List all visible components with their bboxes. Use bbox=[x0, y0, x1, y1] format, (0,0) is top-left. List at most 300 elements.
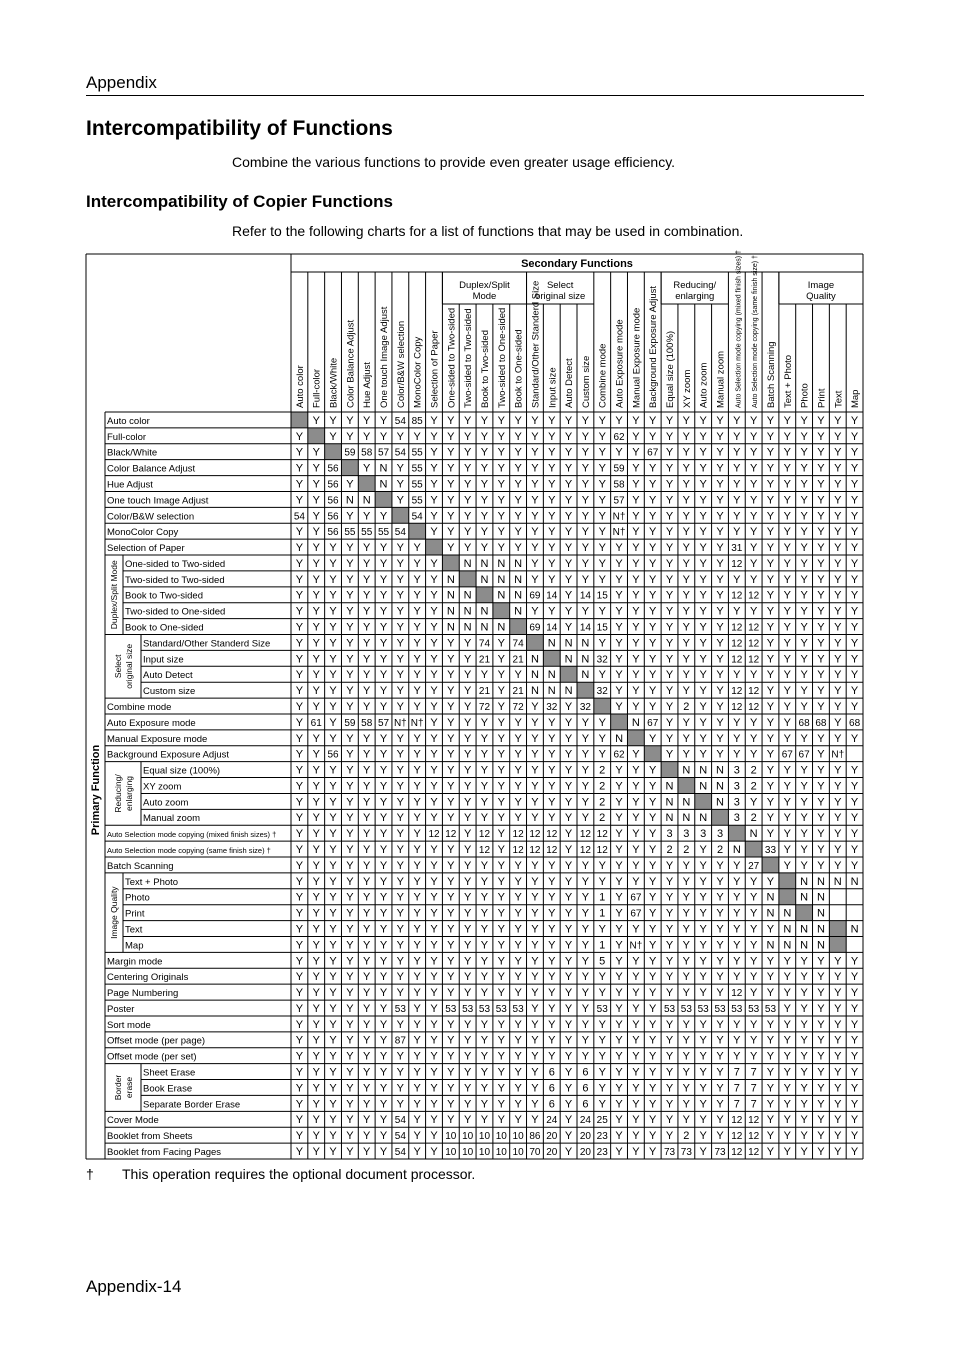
cell-value: Y bbox=[598, 875, 606, 888]
cell-value: Y bbox=[480, 796, 489, 809]
cell-value: 12 bbox=[445, 829, 457, 841]
cell-value: Y bbox=[817, 653, 825, 666]
cell-value: 87 bbox=[394, 1035, 406, 1047]
secondary-title: Secondary Functions bbox=[521, 258, 633, 270]
cell-value: 55 bbox=[377, 527, 390, 539]
cell-value: Y bbox=[834, 716, 842, 729]
cell-value: Y bbox=[396, 971, 405, 984]
cell-value: Y bbox=[329, 1146, 337, 1158]
cell-value: Y bbox=[514, 669, 522, 682]
shaded-cell bbox=[308, 428, 325, 444]
cell-value: Y bbox=[749, 446, 758, 459]
cell-value: Y bbox=[766, 700, 775, 713]
cell-value: Y bbox=[682, 1018, 691, 1031]
cell-value: Y bbox=[497, 1050, 505, 1063]
cell-value: Y bbox=[295, 621, 304, 634]
cell-value: Y bbox=[430, 446, 438, 459]
cell-value: Y bbox=[346, 844, 354, 857]
cell-value: Y bbox=[800, 526, 808, 539]
page-title: Intercompatibility of Functions bbox=[86, 117, 393, 140]
cell-value: 12 bbox=[731, 701, 743, 713]
cell-value: Y bbox=[699, 1130, 707, 1143]
row-label: Book to Two-sided bbox=[125, 590, 203, 602]
cell-value: Y bbox=[346, 1082, 354, 1095]
cell-value: N bbox=[497, 621, 506, 634]
cell-value: Y bbox=[682, 478, 691, 491]
cell-value: 2 bbox=[599, 812, 606, 825]
cell-value: Y bbox=[413, 637, 421, 650]
cell-value: Y bbox=[649, 1146, 657, 1158]
cell-value: Y bbox=[329, 955, 337, 968]
cell-value: Y bbox=[615, 907, 623, 920]
cell-value: Y bbox=[699, 1066, 707, 1079]
cell-value: Y bbox=[514, 875, 522, 888]
row-label: Standard/Other Standerd Size bbox=[143, 638, 271, 650]
cell-value: 21 bbox=[478, 686, 491, 698]
cell-value: Y bbox=[329, 828, 337, 841]
cell-value: Y bbox=[649, 700, 657, 713]
cell-value: Y bbox=[649, 875, 657, 888]
cell-value: Y bbox=[497, 1066, 505, 1079]
cell-value: Y bbox=[632, 557, 640, 570]
cell-value: Y bbox=[699, 557, 707, 570]
cell-value: Y bbox=[564, 907, 573, 920]
cell-value: Y bbox=[514, 716, 522, 729]
cell-value: Y bbox=[766, 875, 775, 888]
cell-value: Y bbox=[363, 573, 371, 586]
cell-value: Y bbox=[413, 939, 421, 952]
cell-value: Y bbox=[295, 828, 304, 841]
cell-value: Y bbox=[632, 526, 640, 539]
cell-value: 55 bbox=[361, 527, 373, 539]
column-header: Hue Adjust bbox=[362, 362, 374, 408]
cell-value: Y bbox=[699, 446, 707, 459]
cell-value: Y bbox=[699, 939, 707, 952]
cell-value: Y bbox=[295, 637, 304, 650]
cell-value: Y bbox=[682, 971, 691, 984]
cell-value: Y bbox=[379, 685, 388, 698]
cell-value: Y bbox=[346, 748, 354, 761]
cell-value: N bbox=[480, 573, 489, 586]
cell-value: Y bbox=[733, 859, 741, 872]
cell-value: Y bbox=[817, 780, 825, 793]
cell-value: Y bbox=[396, 923, 405, 936]
row-label: XY zoom bbox=[143, 781, 182, 793]
cell-value: 73 bbox=[663, 1147, 676, 1158]
cell-value: Y bbox=[312, 1034, 320, 1047]
cell-value: Y bbox=[800, 605, 808, 618]
cell-value: Y bbox=[497, 1082, 505, 1095]
cell-value: Y bbox=[363, 637, 371, 650]
cell-value: Y bbox=[598, 605, 606, 618]
cell-value: Y bbox=[834, 1114, 842, 1127]
cell-value: 12 bbox=[546, 829, 558, 841]
cell-value: Y bbox=[783, 494, 791, 507]
cell-value: Y bbox=[480, 716, 489, 729]
page-number: Appendix-14 bbox=[86, 1277, 182, 1296]
cell-value: Y bbox=[480, 462, 489, 475]
cell-value: 2 bbox=[599, 796, 606, 809]
cell-value: Y bbox=[363, 1114, 371, 1127]
cell-value: Y bbox=[463, 844, 472, 857]
row-label: Auto Detect bbox=[143, 670, 193, 682]
cell-value: Y bbox=[480, 1018, 489, 1031]
cell-value: 33 bbox=[764, 845, 777, 857]
row-label: Map bbox=[125, 940, 144, 952]
cell-value: Y bbox=[632, 875, 640, 888]
cell-value: Y bbox=[682, 494, 691, 507]
shaded-cell bbox=[392, 507, 409, 523]
cell-value: Y bbox=[699, 1146, 707, 1158]
cell-value: Y bbox=[312, 939, 320, 952]
cell-value: Y bbox=[312, 621, 320, 634]
intro-text: Combine the various functions to provide even greater usage efficiency. bbox=[232, 154, 676, 170]
cell-value: Y bbox=[665, 859, 674, 872]
cell-value: Y bbox=[632, 1130, 640, 1143]
cell-value: Y bbox=[531, 1082, 539, 1095]
cell-value: Y bbox=[430, 573, 438, 586]
cell-value: Y bbox=[783, 653, 791, 666]
cell-value: Y bbox=[817, 542, 825, 555]
cell-value: Y bbox=[463, 446, 472, 459]
cell-value: Y bbox=[463, 780, 472, 793]
cell-value: 6 bbox=[548, 1066, 555, 1079]
cell-value: Y bbox=[615, 589, 623, 602]
cell-value: Y bbox=[548, 557, 556, 570]
cell-value: Y bbox=[682, 716, 691, 729]
cell-value: Y bbox=[682, 891, 691, 904]
cell-value: 85 bbox=[411, 415, 423, 427]
cell-value: Y bbox=[564, 478, 573, 491]
cell-value: Y bbox=[396, 700, 405, 713]
cell-value: Y bbox=[295, 1082, 304, 1095]
cell-value: Y bbox=[749, 478, 758, 491]
cell-value: Y bbox=[413, 542, 421, 555]
cell-value: Y bbox=[531, 923, 539, 936]
cell-value: Y bbox=[329, 685, 337, 698]
cell-value: Y bbox=[682, 669, 691, 682]
column-header: Auto Selection mode copying (same finish size) † bbox=[752, 255, 760, 408]
section-intro: Refer to the following charts for a list of functions that may be used in combination. bbox=[232, 223, 744, 239]
cell-value: Y bbox=[581, 891, 590, 904]
cell-value: Y bbox=[346, 987, 354, 1000]
cell-value: Y bbox=[413, 812, 421, 825]
cell-value: Y bbox=[312, 446, 320, 459]
cell-value: Y bbox=[581, 732, 590, 745]
cell-value: 68 bbox=[849, 717, 861, 729]
cell-value: Y bbox=[363, 510, 371, 523]
cell-value: Y bbox=[379, 796, 388, 809]
cell-value: Y bbox=[716, 971, 724, 984]
cell-value: Y bbox=[396, 780, 405, 793]
cell-value: Y bbox=[817, 605, 825, 618]
cell-value: Y bbox=[514, 1034, 522, 1047]
cell-value: 53 bbox=[764, 1003, 777, 1015]
cell-value: Y bbox=[564, 1130, 573, 1143]
cell-value: Y bbox=[312, 923, 320, 936]
cell-value: Y bbox=[699, 716, 707, 729]
cell-value: Y bbox=[329, 907, 337, 920]
cell-value: Y bbox=[716, 557, 724, 570]
cell-value: Y bbox=[699, 907, 707, 920]
shaded-cell bbox=[712, 809, 729, 825]
cell-value: Y bbox=[615, 557, 623, 570]
cell-value: Y bbox=[413, 780, 421, 793]
cell-value: Y bbox=[564, 542, 573, 555]
cell-value: Y bbox=[447, 875, 455, 888]
cell-value: Y bbox=[531, 557, 539, 570]
cell-value: Y bbox=[430, 430, 438, 443]
cell-value: Y bbox=[447, 653, 455, 666]
cell-value: 57 bbox=[613, 495, 625, 507]
cell-value: Y bbox=[413, 907, 421, 920]
cell-value: Y bbox=[497, 939, 505, 952]
cell-value: Y bbox=[632, 812, 640, 825]
cell-value: Y bbox=[850, 1034, 859, 1047]
cell-value: 6 bbox=[582, 1098, 589, 1111]
cell-value: Y bbox=[749, 494, 758, 507]
cell-value: Y bbox=[312, 1066, 320, 1079]
cell-value: Y bbox=[514, 939, 522, 952]
cell-value: Y bbox=[329, 844, 337, 857]
cell-value: Y bbox=[649, 510, 657, 523]
cell-value: 10 bbox=[495, 1131, 507, 1143]
cell-value: Y bbox=[632, 1034, 640, 1047]
cell-value: N bbox=[766, 907, 775, 920]
cell-value: 10 bbox=[478, 1131, 491, 1143]
cell-value: Y bbox=[749, 557, 758, 570]
cell-value: Y bbox=[363, 669, 371, 682]
cell-value: Y bbox=[295, 780, 304, 793]
cell-value: Y bbox=[766, 987, 775, 1000]
cell-value: Y bbox=[295, 732, 304, 745]
cell-value: Y bbox=[699, 732, 707, 745]
cell-value: Y bbox=[581, 446, 590, 459]
row-label: Auto Exposure mode bbox=[107, 717, 196, 729]
cell-value: Y bbox=[430, 716, 438, 729]
cell-value: Y bbox=[430, 891, 438, 904]
cell-value: 3 bbox=[683, 828, 690, 841]
cell-value: Y bbox=[598, 971, 606, 984]
cell-value: Y bbox=[834, 1146, 842, 1158]
cell-value: Y bbox=[497, 875, 505, 888]
cell-value: Y bbox=[615, 446, 623, 459]
column-header: Auto Detect bbox=[564, 358, 576, 408]
cell-value: Y bbox=[329, 1050, 337, 1063]
cell-value: Y bbox=[346, 669, 354, 682]
cell-value: Y bbox=[699, 971, 707, 984]
cell-value: Y bbox=[817, 414, 825, 427]
cell-value: Y bbox=[800, 1002, 808, 1015]
cell-value: 56 bbox=[327, 511, 339, 523]
cell-value: Y bbox=[649, 844, 657, 857]
column-header: Black/White bbox=[328, 357, 340, 408]
cell-value: 10 bbox=[512, 1131, 524, 1143]
row-label: Booklet from Facing Pages bbox=[107, 1147, 222, 1158]
cell-value: Y bbox=[463, 1034, 472, 1047]
cell-value: Y bbox=[850, 510, 859, 523]
cell-value: Y bbox=[783, 573, 791, 586]
cell-value: Y bbox=[329, 557, 337, 570]
cell-value: Y bbox=[396, 542, 405, 555]
cell-value: Y bbox=[564, 573, 573, 586]
cell-value: Y bbox=[682, 1114, 691, 1127]
cell-value: Y bbox=[548, 430, 556, 443]
column-header: One touch Image Adjust bbox=[379, 306, 391, 408]
cell-value: Y bbox=[766, 669, 775, 682]
cell-value: Y bbox=[783, 1002, 791, 1015]
cell-value: Y bbox=[463, 764, 472, 777]
cell-value: Y bbox=[632, 653, 640, 666]
cell-value: Y bbox=[850, 573, 859, 586]
cell-value: Y bbox=[649, 923, 657, 936]
cell-value: Y bbox=[850, 526, 859, 539]
cell-value: Y bbox=[447, 669, 455, 682]
cell-value: Y bbox=[817, 462, 825, 475]
cell-value: Y bbox=[783, 430, 791, 443]
cell-value: Y bbox=[363, 621, 371, 634]
cell-value: Y bbox=[783, 1050, 791, 1063]
cell-value: Y bbox=[733, 414, 741, 427]
cell-value: 5 bbox=[599, 955, 606, 968]
cell-value: Y bbox=[329, 1002, 337, 1015]
cell-value: Y bbox=[430, 1002, 438, 1015]
cell-value: 20 bbox=[546, 1131, 558, 1143]
cell-value: N bbox=[497, 573, 506, 586]
cell-value: Y bbox=[312, 669, 320, 682]
cell-value: Y bbox=[396, 1098, 405, 1111]
cell-value: 3 bbox=[700, 828, 707, 841]
cell-value: Y bbox=[834, 637, 842, 650]
cell-value: Y bbox=[800, 1034, 808, 1047]
row-label: Manual Exposure mode bbox=[107, 733, 208, 745]
cell-value: Y bbox=[312, 1082, 320, 1095]
cell-value: Y bbox=[312, 891, 320, 904]
cell-value: 21 bbox=[478, 654, 491, 666]
cell-value: Y bbox=[379, 653, 388, 666]
cell-value: Y bbox=[800, 971, 808, 984]
cell-value: N bbox=[362, 494, 371, 507]
cell-value: Y bbox=[564, 955, 573, 968]
cell-value: Y bbox=[665, 621, 674, 634]
cell-value: 2 bbox=[750, 780, 757, 793]
cell-value: Y bbox=[379, 971, 388, 984]
cell-value: Y bbox=[396, 462, 405, 475]
cell-value: 67 bbox=[647, 447, 659, 459]
cell-value: N bbox=[800, 923, 809, 936]
cell-value: Y bbox=[800, 589, 808, 602]
cell-value: Y bbox=[430, 987, 438, 1000]
cell-value: 54 bbox=[394, 1131, 406, 1143]
cell-value: Y bbox=[480, 780, 489, 793]
cell-value: Y bbox=[379, 414, 388, 427]
cell-value: 12 bbox=[428, 829, 440, 841]
cell-value: Y bbox=[295, 1114, 304, 1127]
row-label: Book Erase bbox=[143, 1083, 193, 1095]
cell-value: Y bbox=[649, 494, 657, 507]
cell-value: Y bbox=[699, 1018, 707, 1031]
cell-value: Y bbox=[665, 685, 674, 698]
cell-value: Y bbox=[716, 653, 724, 666]
cell-value: Y bbox=[850, 621, 859, 634]
cell-value: Y bbox=[396, 748, 405, 761]
cell-value: 7 bbox=[750, 1098, 757, 1111]
cell-value: Y bbox=[598, 1098, 606, 1111]
cell-value: Y bbox=[295, 685, 304, 698]
cell-value: Y bbox=[514, 478, 522, 491]
cell-value: Y bbox=[699, 1114, 707, 1127]
cell-value: Y bbox=[716, 573, 724, 586]
cell-value: Y bbox=[379, 1146, 388, 1158]
cell-value: Y bbox=[295, 557, 304, 570]
cell-value: Y bbox=[447, 414, 455, 427]
cell-value: Y bbox=[514, 971, 522, 984]
cell-value: Y bbox=[531, 732, 539, 745]
cell-value: Y bbox=[447, 542, 455, 555]
cell-value: Y bbox=[379, 1018, 388, 1031]
cell-value: 32 bbox=[579, 701, 591, 713]
cell-value: Y bbox=[800, 462, 808, 475]
cell-value: 12 bbox=[731, 558, 743, 570]
cell-value: Y bbox=[699, 605, 707, 618]
cell-value: Y bbox=[430, 1130, 438, 1143]
cell-value: Y bbox=[329, 414, 337, 427]
cell-value: Y bbox=[463, 542, 472, 555]
cell-value: Y bbox=[430, 1018, 438, 1031]
cell-value: Y bbox=[463, 828, 472, 841]
cell-value: Y bbox=[548, 605, 556, 618]
cell-value: Y bbox=[531, 891, 539, 904]
cell-value: Y bbox=[430, 605, 438, 618]
cell-value: Y bbox=[396, 637, 405, 650]
cell-value: Y bbox=[850, 1082, 859, 1095]
cell-value: Y bbox=[497, 414, 505, 427]
cell-value: 86 bbox=[529, 1131, 541, 1143]
cell-value: Y bbox=[447, 1114, 455, 1127]
cell-value: Y bbox=[850, 557, 859, 570]
cell-value: Y bbox=[581, 1018, 590, 1031]
cell-value: Y bbox=[346, 621, 354, 634]
cell-value: Y bbox=[766, 621, 775, 634]
cell-value: Y bbox=[783, 700, 791, 713]
cell-value: Y bbox=[548, 526, 556, 539]
cell-value: Y bbox=[649, 891, 657, 904]
cell-value: 54 bbox=[394, 1147, 406, 1158]
cell-value: Y bbox=[480, 732, 489, 745]
cell-value: Y bbox=[665, 748, 674, 761]
cell-value: Y bbox=[363, 923, 371, 936]
cell-value: Y bbox=[447, 780, 455, 793]
cell-value: Y bbox=[396, 589, 405, 602]
cell-value: Y bbox=[463, 812, 472, 825]
cell-value: Y bbox=[413, 1146, 421, 1158]
cell-value: 53 bbox=[714, 1003, 726, 1015]
cell-value: N bbox=[581, 653, 590, 666]
cell-value: Y bbox=[329, 1018, 337, 1031]
cell-value: 55 bbox=[411, 463, 423, 475]
cell-value: Y bbox=[379, 955, 388, 968]
row-label: Full-color bbox=[107, 431, 147, 443]
cell-value: Y bbox=[766, 1114, 775, 1127]
cell-value: 10 bbox=[495, 1147, 507, 1158]
cell-value: Y bbox=[447, 1066, 455, 1079]
cell-value: Y bbox=[783, 764, 791, 777]
cell-value: Y bbox=[733, 430, 741, 443]
cell-value: Y bbox=[632, 637, 640, 650]
cell-value: Y bbox=[564, 557, 573, 570]
shaded-cell bbox=[644, 746, 661, 762]
cell-value: Y bbox=[447, 446, 455, 459]
